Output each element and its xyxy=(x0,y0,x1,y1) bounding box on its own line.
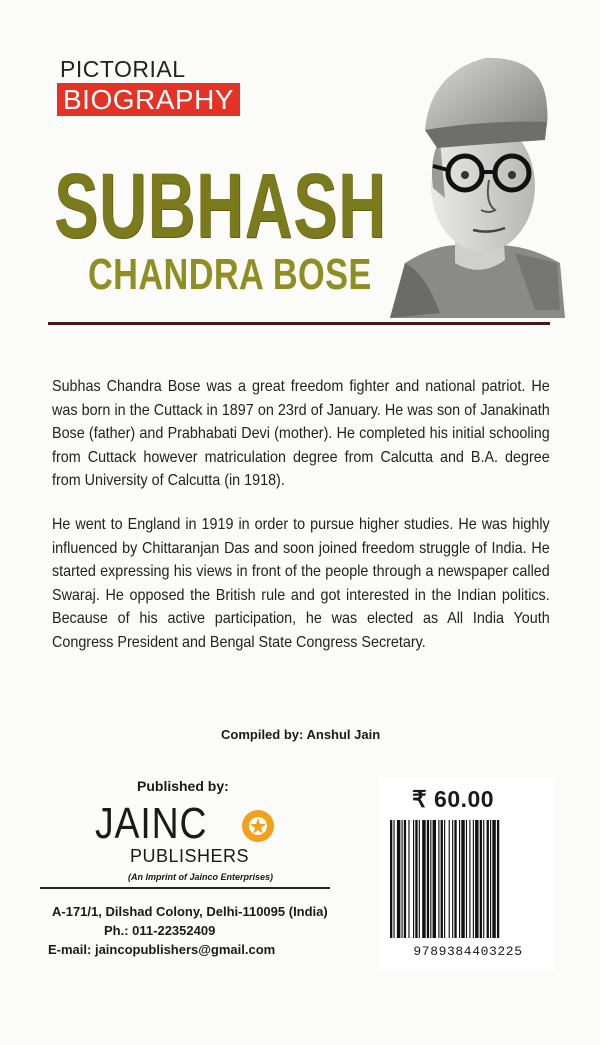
portrait-sketch xyxy=(385,48,565,318)
synopsis-paragraph-1: Subhas Chandra Bose was a great freedom fighter and national patriot. He was born in the Cuttack in 1897 on 23rd of January. He was son of Janakinath Bose (father) and Prabhabati Devi (mother). He completed his initial schooling from Cuttack however matriculation degree from Calcutta and B.A. degree from University of Calcutta (in 1918). xyxy=(52,378,550,490)
publisher-phone: Ph.: 011-22352409 xyxy=(104,923,216,938)
compiled-label: Compiled by: xyxy=(221,727,304,742)
series-label: PICTORIAL xyxy=(60,56,186,82)
published-by-label: Published by: xyxy=(137,778,229,794)
book-title: SUBHASH xyxy=(54,155,387,257)
divider-rule xyxy=(48,322,550,325)
barcode xyxy=(388,820,548,938)
publisher-name: PUBLISHERS xyxy=(130,846,250,866)
publisher-imprint: (An Imprint of Jainco Enterprises) xyxy=(128,872,274,882)
address-divider xyxy=(40,887,330,889)
publisher-address: A-171/1, Dilshad Colony, Delhi-110095 (India) xyxy=(52,904,328,919)
compiled-by-credit xyxy=(221,727,380,742)
synopsis-paragraph-2: He went to England in 1919 in order to pursue higher studies. He was highly influenced by Chittaranjan Das and soon joined freedom struggle of India. He started expressing his views in front of the people through a newspaper called Swaraj. He opposed the British rule and got interested in the Indian politics. Because of his active participation, he was elected as All India Youth Congress President and Bengal State Congress Secretary. xyxy=(52,516,550,651)
publisher-logo-text: JAINC xyxy=(95,799,208,848)
isbn-number: 9789384403225 xyxy=(413,944,523,959)
book-subtitle: CHANDRA BOSE xyxy=(88,250,372,299)
series-badge: BIOGRAPHY xyxy=(57,83,240,116)
publisher-email: E-mail: jaincopublishers@gmail.com xyxy=(48,942,276,957)
flower-emblem-icon xyxy=(240,808,276,844)
price-label: ₹ 60.00 xyxy=(412,786,495,812)
compiler-name: Anshul Jain xyxy=(306,727,381,742)
